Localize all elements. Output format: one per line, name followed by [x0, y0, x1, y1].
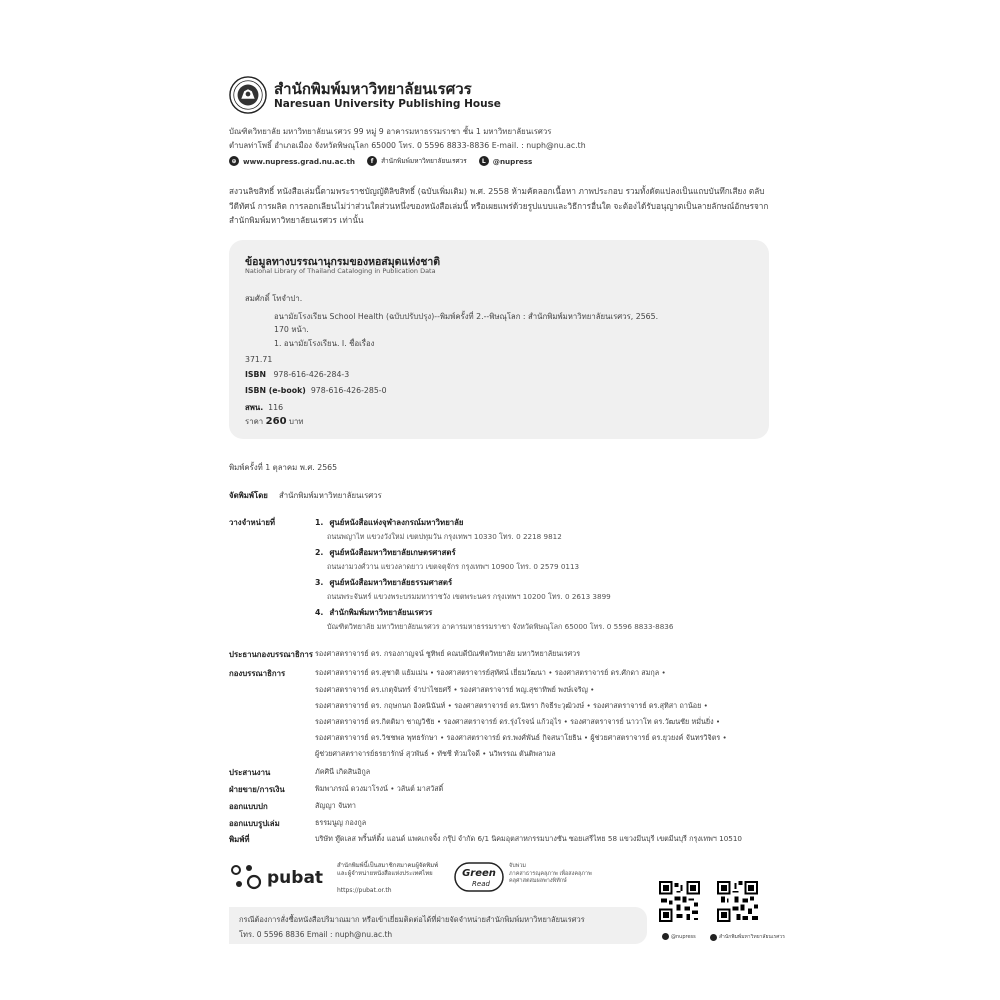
line-link[interactable]: @nupress: [492, 156, 533, 166]
pubat-url[interactable]: https://pubat.or.th: [337, 887, 392, 894]
green-read-line: ภาคสาธารณุคลุภาพ เพื่อสงคลุภาพ: [509, 870, 592, 877]
copyright-notice: สงวนลิขสิทธิ์ หนังสือเล่มนี้ตามพระราชบัญญัติลิขสิทธิ์ (ฉบับเพิ่มเติม) พ.ศ. 2558 ห้ามคัดลอกเนื้อหา ภาพประกอบ รวมทั้งดัดแปลงเป็นแถบบันทึกเสียง ตลับวีดีทัศน์ การผลิต การลอกเลียนไม่ว่าส่วนใดส่วนหนึ่งของหนังสือเล่มนี้ หรือเผยแพร่ด้วยรูปแบบและวิธีการอื่นใด จะต้องได้รับอนุญาตเป็นลายลักษณ์อักษรจากสำนักพิมพ์มหาวิทยาลัยนเรศวร เท่านั้น: [229, 186, 769, 225]
qr-line-caption: [662, 933, 696, 940]
green-read-logo-icon: [454, 862, 504, 892]
price-suffix: บาท: [289, 417, 304, 426]
printer-label: พิมพ์ที่: [229, 835, 250, 844]
catalog-book-line: อนามัยโรงเรียน School Health (ฉบับปรับปรุง)--พิมพ์ครั้งที่ 2.--พิษณุโลก : สำนักพิมพ์มหาวิทยาลัยนเรศวร, 2565.: [274, 312, 659, 321]
distribution-item-name: สำนักพิมพ์มหาวิทยาลัยนเรศวร: [329, 608, 433, 617]
pubat-dots-icon: [229, 862, 265, 894]
editorial-board-line: รองศาสตราจารย์ ดร.สุชาติ แย้มเม่น • รองศาสตราจารย์สุทัศน์ เยี่ยมวัฒนา • รองศาสตราจารย์ ดร.ศักดา สมกุล •: [315, 668, 666, 677]
editorial-chair-label: ประธานกองบรรณาธิการ: [229, 650, 313, 659]
layout-design-value: ธรรมนูญ กองกูล: [315, 818, 367, 827]
bulk-order-text: กรณีต้องการสั่งซื้อหนังสือปริมาณมาก หรือเข้าเยี่ยมติดต่อได้ที่ฝ่ายจัดจำหน่ายสำนักพิมพ์มหาวิทยาลัยนเรศวร: [239, 915, 585, 924]
cover-design-label: ออกแบบปก: [229, 802, 268, 811]
pubat-member-line: และผู้จำหน่ายหนังสือแห่งประเทศไทย: [337, 870, 433, 877]
catalog-pages: 170 หน้า.: [274, 325, 309, 334]
distribution-item-name: ศูนย์หนังสือมหาวิทยาลัยธรรมศาสตร์: [329, 578, 453, 587]
publisher-address-line1: บัณฑิตวิทยาลัย มหาวิทยาลัยนเรศวร 99 หมู่ 9 อาคารมหาธรรมราชา ชั้น 1 มหาวิทยาลัยนเรศวร: [229, 127, 552, 136]
pubat-wordmark: pubat: [267, 868, 324, 888]
qr-facebook-label: สำนักพิมพ์มหาวิทยาลัยนเรศวร: [719, 934, 785, 940]
distribution-item: [315, 547, 456, 559]
catalog-call-number: [245, 402, 283, 414]
editorial-board-line: ผู้ช่วยศาสตราจารย์ธรยารักษ์ สุวพันธ์ • ทัชชี ท้วมใจดี • นวิพรรณ ตันติพลามล: [315, 749, 556, 758]
line-icon: [662, 933, 669, 940]
qr-code-facebook-icon[interactable]: [717, 881, 758, 922]
distribution-item-address: ถนนพญาไท แขวงวังใหม่ เขตปทุมวัน กรุงเทพฯ 10330 โทร. 0 2218 9812: [327, 532, 562, 541]
social-links: [229, 155, 540, 167]
website-link[interactable]: www.nupress.grad.nu.ac.th: [243, 156, 356, 166]
catalog-title: ข้อมูลทางบรรณานุกรมของหอสมุดแห่งชาติ: [245, 256, 441, 268]
qr-facebook-caption: [710, 933, 785, 941]
distribution-item-number: 2.: [315, 548, 324, 557]
editorial-board-line: รองศาสตราจารย์ ดร. กฤษกนก อิงคนินันท์ • รองศาสตราจารย์ ดร.นิทรา กิจธีระวุฒิวงษ์ • รองศาสตราจารย์ ดร.สุทิสา ถาน้อย •: [315, 701, 708, 710]
distribution-item-address: บัณฑิตวิทยาลัย มหาวิทยาลัยนเรศวร อาคารมหาธรรมราชา จังหวัดพิษณุโลก 65000 โทร. 0 5596 8833-8836: [327, 622, 674, 631]
pubat-logo: [229, 860, 329, 896]
sales-finance-value: พิมพาภรณ์ ดวงมาโรงน์ • วลันต์ มาสวัสดิ์: [315, 784, 444, 793]
green-read-text: [509, 863, 592, 886]
distribution-item: [315, 577, 452, 589]
catalog-subtitle: National Library of Thailand Cataloging in Publication Data: [245, 267, 436, 275]
distribution-item: [315, 607, 432, 619]
distribution-item-address: ถนนงามวงศ์วาน แขวงลาดยาว เขตจตุจักร กรุงเทพฯ 10900 โทร. 0 2579 0113: [327, 562, 580, 571]
editorial-board-line: รองศาสตราจารย์ ดร.กิตติมา ชาญวิชัย • รองศาสตราจารย์ ดร.รุ่งโรจน์ แก้วอุไร • รองศาสตราจารย์ นาวาโท ดร.วัฒนชัย หมั่นยิ่ง •: [315, 717, 721, 726]
editorial-board-label: กองบรรณาธิการ: [229, 669, 286, 678]
catalog-class-number: 371.71: [245, 355, 273, 364]
distribution-item: [315, 517, 464, 529]
published-by-label: จัดพิมพ์โดย: [229, 491, 268, 500]
qr-line-label: @nupress: [671, 933, 696, 940]
published-by-value: สำนักพิมพ์มหาวิทยาลัยนเรศวร: [279, 491, 382, 500]
coordinator-value: ภัคศินี เกิดสินอิกูล: [315, 767, 371, 776]
facebook-icon: f: [367, 156, 377, 166]
bulk-order-contact-box: [229, 907, 647, 944]
coordinator-label: ประสานงาน: [229, 768, 271, 777]
distribution-item-number: 4.: [315, 608, 324, 617]
publisher-header: [229, 74, 789, 172]
line-icon: L: [479, 156, 489, 166]
call-label: สพน.: [245, 403, 264, 412]
call-value: 116: [268, 403, 284, 412]
distribution-item-name: ศูนย์หนังสือแห่งจุฬาลงกรณ์มหาวิทยาลัย: [329, 518, 464, 527]
green-read-line: คลุศาสตสมผลพางพิทักษ์: [509, 878, 567, 884]
price-value: 260: [265, 416, 287, 427]
sales-finance-label: ฝ่ายขาย/การเงิน: [229, 785, 285, 794]
layout-design-label: ออกแบบรูปเล่ม: [229, 819, 280, 828]
catalog-isbn-ebook: [245, 386, 387, 395]
pubat-member-text: [337, 862, 438, 878]
catalog-isbn: [245, 370, 349, 379]
green-read-line: จับพ่วม: [509, 863, 527, 869]
publisher-name-en: Naresuan University Publishing House: [274, 98, 501, 110]
catalog-price: [245, 416, 303, 428]
editorial-board-line: รองศาสตราจารย์ ดร.เกตุจันทร์ จำปาไชยศรี • รองศาสตราจารย์ พญ.สุชาทิพย์ พงษ์เจริญ •: [315, 685, 595, 694]
isbn-ebook-value: 978-616-426-285-0: [310, 386, 387, 395]
isbn-label: ISBN: [245, 370, 266, 379]
university-seal-icon: [229, 76, 267, 114]
catalog-author: สมศักดิ์ โทจำปา.: [245, 294, 303, 303]
cover-design-value: สัญญา จันทา: [315, 801, 356, 810]
pubat-member-line: สำนักพิมพ์นี้เป็นสมาชิกสมาคมผู้จัดพิมพ์: [337, 862, 439, 869]
svg-text:Green: Green: [462, 868, 496, 879]
editorial-board-line: รองศาสตราจารย์ ดร.วิชชพล พุทธรักษา • รองศาสตราจารย์ ดร.พงศ์พันธ์ กิจสนาโยธิน • ผู้ช่วยศาสตราจารย์ ดร.ยุวยงค์ จันทรวิจิตร •: [315, 733, 727, 742]
publisher-address-line2: ตำบลท่าโพธิ์ อำเภอเมือง จังหวัดพิษณุโลก 65000 โทร. 0 5596 8833-8836 E-mail. : nuph@nu.ac.th: [229, 141, 586, 150]
price-prefix: ราคา: [245, 417, 264, 426]
distribution-item-number: 1.: [315, 518, 324, 527]
isbn-ebook-label: ISBN (e-book): [245, 386, 306, 395]
cip-catalog-box: [229, 240, 769, 439]
globe-icon: ⊕: [229, 156, 239, 166]
qr-code-line-icon[interactable]: [659, 881, 700, 922]
facebook-link[interactable]: สำนักพิมพ์มหาวิทยาลัยนเรศวร: [381, 157, 467, 165]
printer-value: บริษัท ทู๊ดเลส พริ้นท์ติ้ง แอนด์ แพคเกจจิ้ง กรุ๊ป จำกัด 6/1 นิคมอุตสาหกรรมบางชัน ซอยเสรีไทย 58 แขวงมีนบุรี เขตมีนบุรี กรุงเทพฯ 10510: [315, 834, 742, 843]
isbn-value: 978-616-426-284-3: [273, 370, 350, 379]
svg-text:Read: Read: [472, 880, 490, 888]
distribution-item-number: 3.: [315, 578, 324, 587]
catalog-subject: 1. อนามัยโรงเรียน. I. ชื่อเรื่อง: [274, 339, 375, 348]
distribution-label: วางจำหน่ายที่: [229, 518, 276, 527]
distribution-item-address: ถนนพระจันทร์ แขวงพระบรมมหาราชวัง เขตพระนคร กรุงเทพฯ 10200 โทร. 0 2613 3899: [327, 592, 611, 601]
publisher-name-th: สำนักพิมพ์มหาวิทยาลัยนเรศวร: [274, 80, 472, 98]
edition-info: พิมพ์ครั้งที่ 1 ตุลาคม พ.ศ. 2565: [229, 463, 338, 472]
facebook-icon: [710, 934, 717, 941]
editorial-chair-value: รองศาสตราจารย์ ดร. กรองกาญจน์ ชูทิพย์ คณบดีบัณฑิตวิทยาลัย มหาวิทยาลัยนเรศวร: [315, 649, 581, 658]
bulk-order-contact: โทร. 0 5596 8836 Email : nuph@nu.ac.th: [239, 930, 393, 939]
distribution-item-name: ศูนย์หนังสือมหาวิทยาลัยเกษตรศาสตร์: [329, 548, 456, 557]
